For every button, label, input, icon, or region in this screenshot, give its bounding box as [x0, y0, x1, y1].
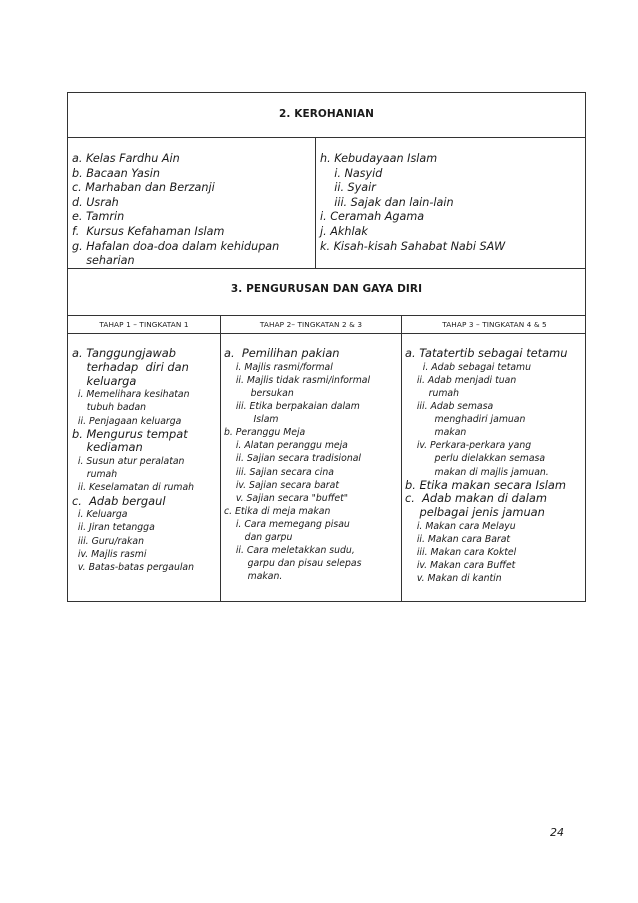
- list-item: i. Adab sebagai tetamu: [405, 361, 531, 373]
- list-item: h. Kebudayaan Islam: [320, 152, 438, 165]
- list-item: i. Alatan peranggu meja: [224, 440, 348, 452]
- list-item: d. Usrah: [72, 195, 119, 209]
- list-item: ii. Makan cara Barat: [405, 534, 511, 546]
- list-item: v. Batas-batas pergaulan: [72, 561, 195, 573]
- stage-3-header: TAHAP 3 – TINGKATAN 4 & 5: [442, 320, 547, 329]
- stage-1-header: TAHAP 1 – TINGKATAN 1: [99, 320, 189, 329]
- list-item: ii. Cara meletakkan sudu,: [224, 545, 355, 557]
- list-item: i. Nasyid: [320, 166, 383, 180]
- list-item: a. Pemilihan pakian: [224, 346, 340, 360]
- divider: [68, 315, 585, 316]
- list-item: c. Marhaban dan Berzanji: [72, 181, 215, 195]
- list-item: kediaman: [72, 440, 143, 455]
- list-item: ii. Jiran tetangga: [72, 522, 155, 534]
- page-number: 24: [550, 826, 564, 839]
- list-item: a. Tatatertib sebagai tetamu: [405, 346, 568, 360]
- list-item: i. Susun atur peralatan: [72, 456, 185, 468]
- list-item: makan: [405, 427, 467, 439]
- list-item: iv. Makan cara Buffet: [405, 560, 516, 572]
- stage-2-list: [224, 347, 370, 583]
- list-item: ii. Adab menjadi tuan: [405, 374, 517, 386]
- list-item: i. Keluarga: [72, 509, 128, 521]
- list-item: perlu dielakkan semasa: [405, 453, 546, 465]
- list-item: b. Mengurus tempat: [72, 426, 188, 441]
- list-item: iii. Sajak dan lain-lain: [320, 195, 454, 209]
- list-item: v. Makan di kantin: [405, 573, 502, 585]
- list-item: iv. Sajian secara barat: [224, 479, 339, 491]
- list-item: iv. Majlis rasmi: [72, 548, 147, 560]
- kerohanian-right-list: [320, 152, 505, 254]
- list-item: rumah: [405, 387, 460, 399]
- list-item: c. Adab bergaul: [72, 493, 166, 508]
- stage-3-list: [405, 347, 567, 586]
- list-item: v. Sajian secara "buffet": [224, 492, 349, 504]
- list-item: k. Kisah-kisah Sahabat Nabi SAW: [320, 239, 506, 253]
- list-item: ii. Sajian secara tradisional: [224, 453, 361, 465]
- list-item: Islam: [224, 414, 279, 426]
- divider: [68, 333, 585, 334]
- list-item: i. Majlis rasmi/formal: [224, 361, 333, 373]
- column-divider: [315, 137, 316, 268]
- list-item: terhadap diri dan: [72, 359, 189, 374]
- list-item: i. Memelihara kesihatan: [72, 389, 190, 401]
- list-item: e. Tamrin: [72, 210, 125, 224]
- list-item: bersukan: [224, 387, 294, 399]
- list-item: b. Peranggu Meja: [224, 427, 306, 439]
- list-item: i. Cara memegang pisau: [224, 518, 350, 530]
- list-item: f. Kursus Kefahaman Islam: [72, 224, 225, 238]
- list-item: tubuh badan: [72, 402, 147, 414]
- list-item: ii. Majlis tidak rasmi/informal: [224, 374, 371, 386]
- list-item: pelbagai jenis jamuan: [405, 505, 545, 520]
- list-item: a. Kelas Fardhu Ain: [72, 152, 180, 165]
- list-item: dan garpu: [224, 532, 293, 544]
- list-item: keluarga: [72, 373, 137, 388]
- list-item: b. Bacaan Yasin: [72, 166, 160, 180]
- list-item: ii. Keselamatan di rumah: [72, 482, 195, 494]
- list-item: g. Hafalan doa-doa dalam kehidupan: [72, 239, 280, 253]
- list-item: rumah: [72, 469, 118, 481]
- kerohanian-title: 2. KEROHANIAN: [278, 108, 375, 120]
- list-item: seharian: [72, 254, 135, 268]
- list-item: iv. Perkara-perkara yang: [405, 440, 532, 452]
- list-item: c. Adab makan di dalam: [405, 491, 547, 506]
- kerohanian-left-list: [72, 152, 279, 269]
- list-item: iii. Etika berpakaian dalam: [224, 401, 360, 413]
- list-item: makan di majlis jamuan.: [405, 466, 549, 478]
- list-item: makan.: [224, 571, 283, 583]
- list-item: menghadiri jamuan: [405, 414, 526, 426]
- stage-1-list: [72, 347, 194, 574]
- pengurusan-title: 3. PENGURUSAN DAN GAYA DIRI: [230, 283, 423, 295]
- list-item: iii. Guru/rakan: [72, 535, 145, 547]
- stage-2-header: TAHAP 2– TINGKATAN 2 & 3: [259, 320, 363, 329]
- list-item: i. Ceramah Agama: [320, 210, 425, 224]
- column-divider: [220, 315, 221, 601]
- list-item: iii. Sajian secara cina: [224, 466, 334, 478]
- list-item: a. Tanggungjawab: [72, 346, 176, 360]
- column-divider: [401, 315, 402, 601]
- list-item: garpu dan pisau selepas: [224, 558, 362, 570]
- list-item: ii. Penjagaan keluarga: [72, 415, 182, 427]
- list-item: c. Etika di meja makan: [224, 505, 331, 517]
- list-item: iii. Makan cara Koktel: [405, 547, 517, 559]
- content-table: [67, 92, 586, 602]
- list-item: b. Etika makan secara Islam: [405, 477, 566, 492]
- list-item: i. Makan cara Melayu: [405, 521, 516, 533]
- list-item: iii. Adab semasa: [405, 401, 494, 413]
- divider: [68, 137, 585, 138]
- list-item: ii. Syair: [320, 181, 376, 195]
- list-item: j. Akhlak: [320, 224, 368, 238]
